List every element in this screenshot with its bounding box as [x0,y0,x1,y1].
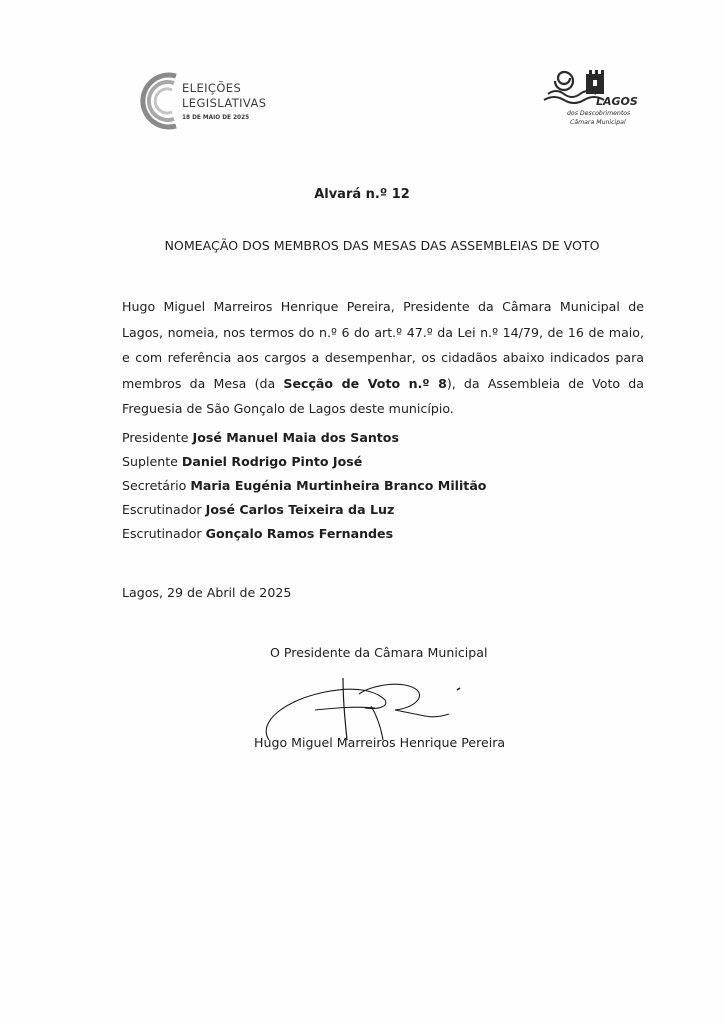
member-role: Presidente [122,430,189,445]
elections-logo-mark-icon [140,70,184,132]
member-row [122,426,642,450]
municipal-logo-name: LAGOS [596,95,638,108]
member-name: Gonçalo Ramos Fernandes [205,526,394,541]
signer-name: Hugo Miguel Marreiros Henrique Pereira [254,735,506,750]
municipal-logo [540,64,638,130]
member-name: José Manuel Maia dos Santos [192,430,399,445]
polling-section-label: Secção de Voto n.º 8 [283,375,447,391]
member-name: Daniel Rodrigo Pinto José [181,454,363,469]
elections-logo [140,70,280,132]
municipal-logo-subtitle: Câmara Municipal [570,119,626,126]
member-row [122,498,642,522]
member-row [122,522,642,546]
document-subtitle: NOMEAÇÃO DOS MEMBROS DAS MESAS DAS ASSEMBLEIAS DE VOTO [164,238,600,253]
elections-logo-line1: ELEIÇÕES [182,81,242,95]
elections-logo-line2: LEGISLATIVAS [182,96,267,110]
member-row [122,450,642,474]
place-date: Lagos, 29 de Abril de 2025 [122,585,292,600]
municipal-logo-tagline: dos Descobrimentos [567,110,631,117]
elections-logo-date: 18 DE MAIO DE 2025 [182,115,250,121]
member-role: Escrutinador [122,526,202,541]
signature-title: O Presidente da Câmara Municipal [270,645,488,660]
members-list [122,426,642,546]
member-name: Maria Eugénia Murtinheira Branco Militão [190,478,487,493]
paragraph-text-part2: ), da Assembleia de Voto da Freguesia de São Gonçalo de Lagos deste município. [122,375,644,417]
document-title: Alvará n.º 12 [314,187,410,202]
member-name: José Carlos Teixeira da Luz [205,502,395,517]
member-role: Secretário [122,478,187,493]
member-role: Suplente [122,454,178,469]
member-role: Escrutinador [122,502,202,517]
paragraph-text-part1: Hugo Miguel Marreiros Henrique Pereira, Presidente da Câmara Municipal de Lagos, nomeia, nos termos do n.º 6 do art.º 47.º da Lei n.º 14/79, de 16 de maio, e com referência aos cargos a desempenhar, os cidadãos abaixo indicados para membros da Mesa (da [122,299,644,391]
member-row [122,474,642,498]
nomination-paragraph [122,294,644,422]
